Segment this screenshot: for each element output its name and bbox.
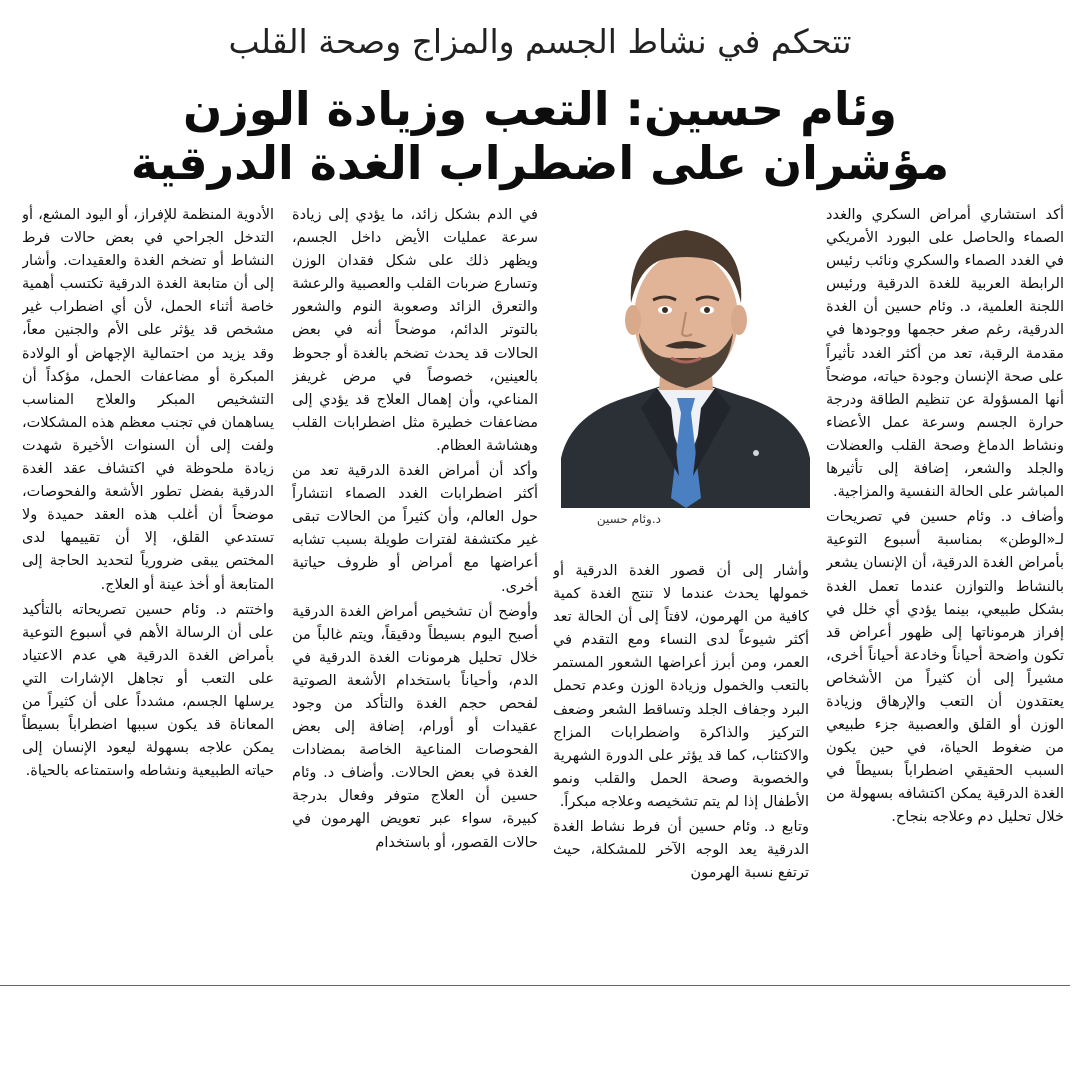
column-4-paragraph: الأدوية المنظمة للإفراز، أو اليود المشع، أو التدخل الجراحي في بعض حالات فرط النشاط أو تضخم الغدة والعقيدات. وأشار إلى أن متابعة الغدة الدرقية تكتسب أهمية خاصة أثناء الحمل، لأن أي اضطراب غير مشخص قد يؤثر على الأم والجنين معاً، وقد يزيد من احتمالية الإجهاض أو الولادة المبكرة أو مضاعفات الحمل، مؤكداً أن التشخيص المبكر والعلاج المناسب يساهمان في تجنب معظم هذه المشكلات، ولفت إلى أن السنوات الأخيرة شهدت زيادة ملحوظة في اكتشاف عقد الغدة الدرقية بفضل تطور الأشعة والفحوصات، موضحاً أن أغلب هذه العقد حميدة ولا تستدعي القلق، إلا أن تقييمها لدى المختص يبقى ضرورياً لتحديد الحاجة إلى المتابعة أو أخذ عينة أو العلاج. <box>22 207 274 593</box>
column-3-paragraph: في الدم بشكل زائد، ما يؤدي إلى زيادة سرعة عمليات الأيض داخل الجسم، ويظهر ذلك على شكل فقدان الوزن وتسارع ضربات القلب والعصبية والرعشة والتعرق الزائد وصعوبة النوم والشعور بالتوتر الدائم، موضحاً أنه في بعض الحالات قد يحدث تضخم بالغدة أو جحوظ بالعينين، خصوصاً في مرض غريفز المناعي، وأن إهمال العلاج قد يؤدي إلى مضاعفات خطيرة مثل اضطرابات القلب وهشاشة العظام. <box>292 207 538 454</box>
photo-caption: د.وئام حسين <box>596 512 661 526</box>
column-3-paragraph: وأكد أن أمراض الغدة الدرقية تعد من أكثر اضطرابات الغدد الصماء انتشاراً حول العالم، وأن كثيراً من الحالات تبقى غير مكتشفة لفترات طويلة بسبب تشابه أعراضها مع أمراض أو ظروف حياتية أخرى. <box>292 463 538 595</box>
article-kicker: تتحكم في نشاط الجسم والمزاج وصحة القلب <box>228 22 852 61</box>
column-2-paragraph: وأشار إلى أن قصور الغدة الدرقية أو خمولها يحدث عندما لا تنتج الغدة كمية كافية من الهرمون، لافتاً إلى أن الحالة تعد أكثر شيوعاً لدى النساء ومع التقدم في العمر، ومن أبرز أعراضها الشعور المستمر بالتعب والخمول وزيادة الوزن وعدم تحمل البرد وجفاف الجلد وتساقط الشعر وضعف التركيز والذاكرة واضطرابات المزاج والاكتئاب، كما قد يؤثر على الدورة الشهرية والخصوبة وصحة الحمل والقلب ونمو الأطفال إذا لم يتم تشخيصه وعلاجه مبكراً. <box>553 563 809 810</box>
column-1-paragraph: وأضاف د. وئام حسين في تصريحات لـ«الوطن» بمناسبة أسبوع التوعية بأمراض الغدة الدرقية، أن الإنسان يشعر بالنشاط والتوازن عندما تعمل الغدة بشكل طبيعي، بينما يؤدي أي خلل في إفراز هرموناتها إلى ظهور أعراض قد تكون واضحة أحياناً وخادعة أحياناً أخرى، مشيراً إلى أن كثيراً من الأشخاص يعتقدون أن التعب والإرهاق وزيادة الوزن أو القلق والعصبية جزء طبيعي من ضغوط الحياة، في حين يكون السبب الحقيقي اضطراباً بسيطاً في الغدة الدرقية يمكن اكتشافه بسهولة من خلال تحليل دم وعلاجه بنجاح. <box>826 509 1064 826</box>
column-4-paragraph: واختتم د. وئام حسين تصريحاته بالتأكيد على أن الرسالة الأهم في أسبوع التوعية بأمراض الغدة الدرقية هي عدم الاعتياد على التعب أو تجاهل الإشارات التي يرسلها الجسم، مشدداً على أن كثيراً من المعاناة قد يكون سببها اضطراباً بسيطاً يمكن علاجه بسهولة ليعود الإنسان إلى حياته الطبيعية ونشاطه واستمتاعه بالحياة. <box>22 601 274 780</box>
article-column-1 <box>826 204 1064 949</box>
article-column-2 <box>553 560 809 955</box>
column-3-paragraph: وأوضح أن تشخيص أمراض الغدة الدرقية أصبح اليوم بسيطاً ودقيقاً، ويتم غالباً من خلال تحليل هرمونات الغدة الدرقية في الدم، وأحياناً باستخدام الأشعة الصوتية لفحص حجم الغدة والتأكد من وجود عقيدات أو أورام، إضافة إلى بعض الفحوصات المناعية الخاصة بمضادات الغدة في بعض الحالات. وأضاف د. وئام حسين أن العلاج متوفر وفعال بدرجة كبيرة، سواء عبر تعويض الهرمون في حالات القصور، أو باستخدام <box>292 603 538 851</box>
column-2-paragraph: وتابع د. وئام حسين أن فرط نشاط الغدة الدرقية يعد الوجه الآخر للمشكلة، حيث ترتفع نسبة الهرمون <box>553 819 809 882</box>
headline-line-1: وئام حسين: التعب وزيادة الوزن <box>183 82 897 136</box>
headline-line-2: مؤشران على اضطراب الغدة الدرقية <box>130 136 950 190</box>
portrait-illustration <box>561 208 810 508</box>
author-photo <box>561 208 810 508</box>
article-column-3 <box>292 204 538 974</box>
page-bottom-rule <box>0 985 1070 986</box>
article-column-4 <box>22 204 274 959</box>
column-1-paragraph: أكد استشاري أمراض السكري والغدد الصماء والحاصل على البورد الأمريكي في الغدد الصماء والسكري ونائب رئيس الرابطة العربية للغدة الدرقية ورئيس اللجنة العلمية، د. وئام حسين أن الغدة الدرقية، رغم صغر حجمها ووجودها في مقدمة الرقبة، تعد من أكثر الغدد تأثيراً على صحة الإنسان وجودة حياته، موضحاً أنها المسؤولة عن تنظيم الطاقة ودرجة حرارة الجسم وسرعة عمل الأعضاء ونشاط الدماغ وصحة القلب والعضلات والجلد والشعر، إضافة إلى تأثيرها المباشر على الحالة النفسية والمزاجية. <box>826 207 1064 501</box>
